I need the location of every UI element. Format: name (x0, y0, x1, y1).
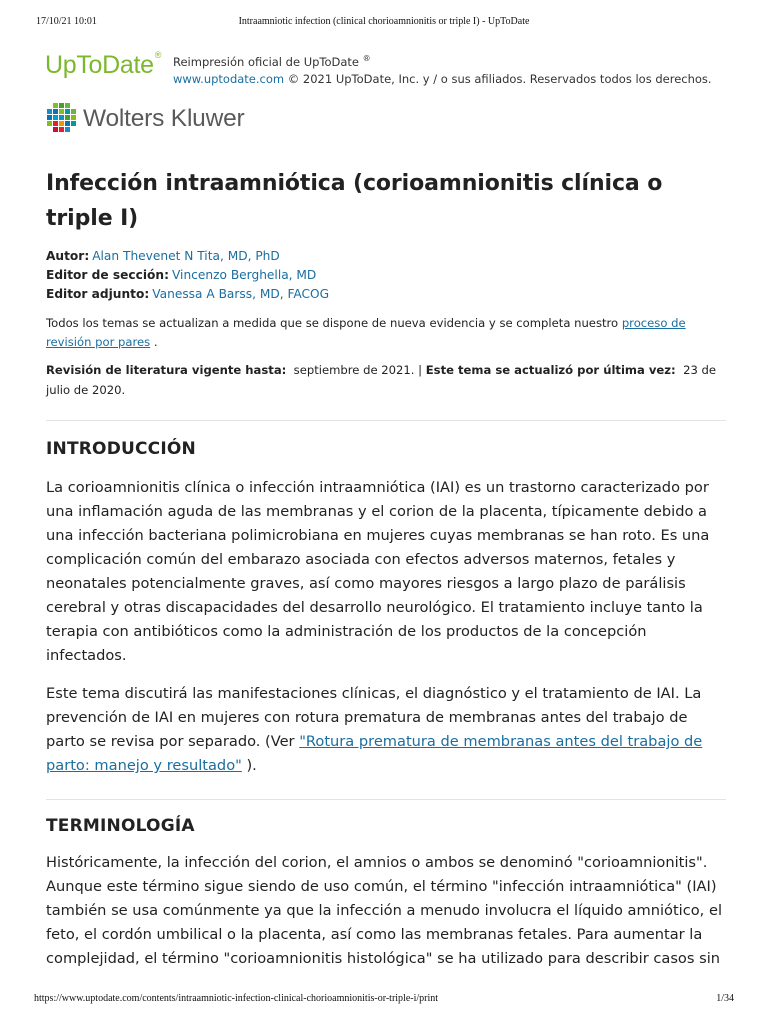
author-row (46, 266, 726, 285)
review-label: Revisión de literatura vigente hasta: (46, 363, 287, 377)
update-note-text: Todos los temas se actualizan a medida que se dispone de nueva evidencia y se completa nuestro (46, 316, 619, 330)
print-url: https://www.uptodate.com/contents/intraamniotic-infection-clinical-chorioamnionitis-or-triple-i/print (34, 993, 439, 1004)
paragraph-end: ). (246, 757, 257, 774)
paragraph (46, 682, 726, 778)
updated-label: Este tema se actualizó por última vez: (425, 363, 676, 377)
print-datetime: 17/10/21 10:01 (36, 16, 97, 27)
paragraph: La corioamnionitis clínica o infección intraamniótica (IAI) es un trastorno caracterizado por una inflamación aguda de las membranas y el corion de la placenta, típicamente debido a una infección bacteriana polimicrobiana en mujeres cuyas membranas se han roto. Es una complicación común del embarazo asociada con efectos adversos maternos, fetales y neonatales potencialmente graves, así como mayores riesgos a largo plazo de parálisis cerebral y otras discapacidades del desarrollo neurológico. El tratamiento incluye tanto la terapia con antibióticos como la administración de los productos de la concepción infectados. (46, 479, 710, 664)
section-heading-terminology: TERMINOLOGÍA (46, 816, 195, 836)
author-label: Autor: (46, 249, 90, 263)
author-list (46, 247, 726, 304)
reprint-mark: ® (362, 54, 371, 63)
copyright-text: © 2021 UpToDate, Inc. y / o sus afiliados. Reservados todos los derechos. (287, 71, 712, 86)
author-row (46, 247, 726, 266)
uptodate-logo-mark: ® (154, 50, 162, 60)
author-row (46, 285, 726, 304)
section-heading-introduction: INTRODUCCIÓN (46, 439, 196, 459)
updated-value: 23 de julio de 2020. (46, 363, 716, 397)
reprint-line: Reimpresión oficial de UpToDate (173, 54, 359, 69)
related-topic-link[interactable]: "Rotura prematura de membranas antes del trabajo de parto: manejo y resultado" (46, 733, 703, 774)
brand-header (45, 46, 735, 86)
author-link[interactable]: Alan Thevenet N Tita, MD, PhD (92, 249, 280, 263)
deputy-editor-link[interactable]: Vanessa A Barss, MD, FACOG (152, 287, 330, 301)
update-note-end: . (153, 335, 158, 349)
wolters-kluwer-globe-icon (45, 103, 78, 136)
article (46, 166, 726, 971)
paragraph-text: Este tema discutirá las manifestaciones clínicas, el diagnóstico y el tratamiento de IAI. La prevención de IAI en mujeres con rotura prematura de membranas antes del trabajo de parto se revisa por separado. (Ver (46, 685, 702, 750)
article-title: Infección intraamniótica (corioamnionitis clínica o triple I) (46, 171, 663, 231)
page-number: 1/34 (716, 993, 734, 1004)
review-value: septiembre de 2021. (293, 363, 415, 377)
divider (46, 420, 726, 421)
wolters-kluwer-wordmark: Wolters Kluwer (83, 105, 245, 132)
uptodate-logo[interactable] (45, 50, 161, 80)
divider (46, 799, 726, 800)
uptodate-logo-text: UpToDate (45, 51, 154, 79)
section-editor-label: Editor de sección: (46, 268, 169, 282)
update-note (46, 314, 726, 352)
reprint-notice (173, 50, 712, 88)
deputy-editor-label: Editor adjunto: (46, 287, 150, 301)
review-dates (46, 360, 726, 400)
print-page-title: Intraamniotic infection (clinical chorioamnionitis or triple I) - UpToDate (238, 16, 530, 27)
peer-review-link[interactable]: proceso de revisión por pares (46, 316, 686, 349)
review-separator: | (418, 363, 423, 377)
site-link[interactable]: www.uptodate.com (173, 71, 285, 86)
section-editor-link[interactable]: Vincenzo Berghella, MD (171, 268, 317, 282)
paragraph: Históricamente, la infección del corion, el amnios o ambos se denominó "corioamnionitis". Aunque este término sigue siendo de uso común, el término "infección intraamniótica" (IAI) también se usa comúnmente ya que la infección a menudo involucra el líquido amniótico, el feto, el cordón umbilical o la placenta, así como las membranas fetales. Para aumentar la complejidad, el término "corioamnionitis histológica" se ha utilizado para describir casos sin (46, 854, 722, 967)
